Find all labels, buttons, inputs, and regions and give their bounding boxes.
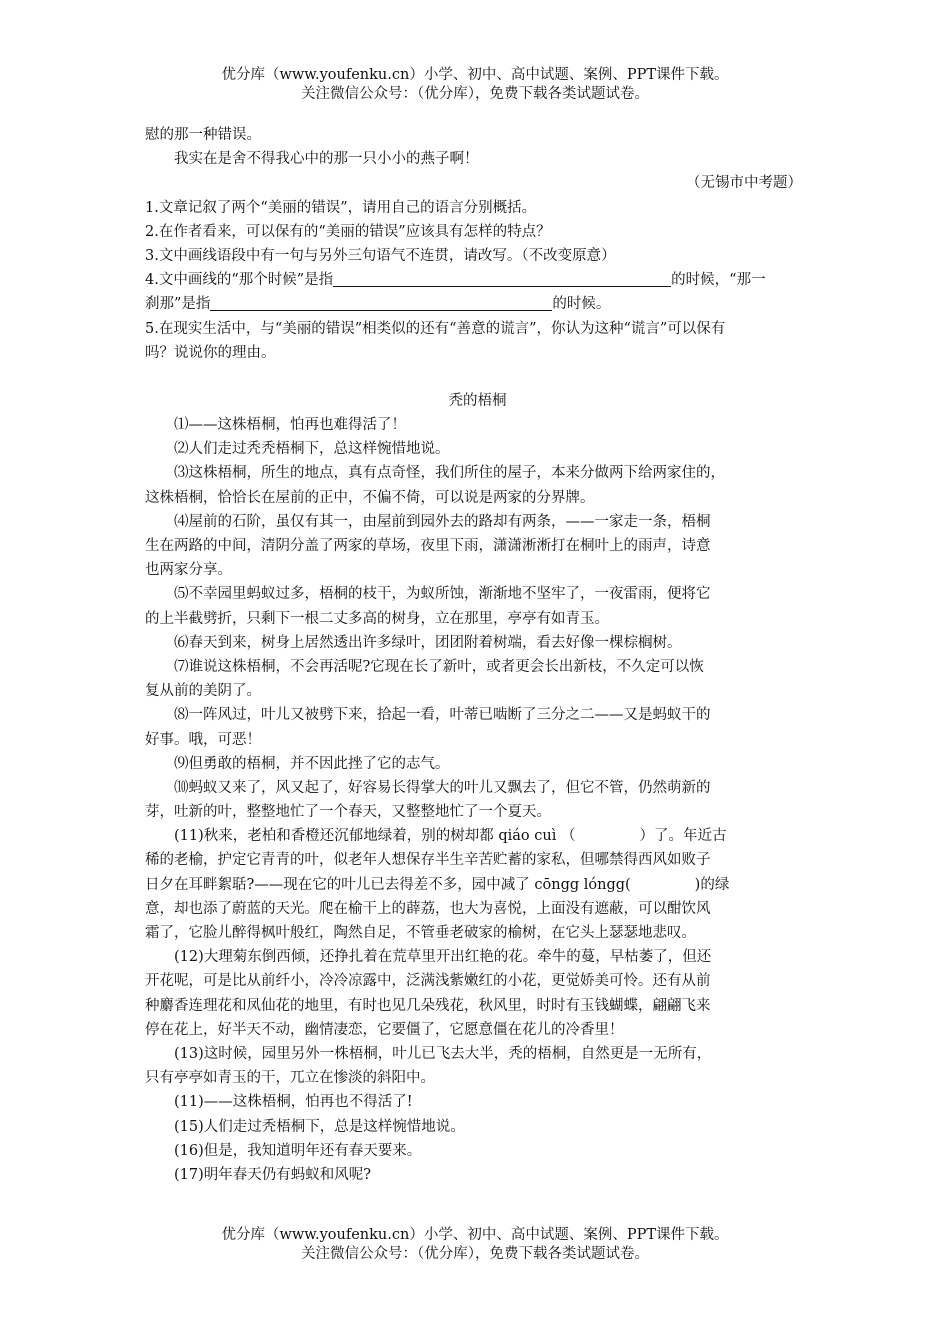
paragraph: ⑼但勇敢的梧桐，并不因此挫了它的志气。 <box>174 755 450 772</box>
paragraph: ⑽蚂蚁又来了，风又起了，好容易长得掌大的叶儿又飘去了，但它不管，仍然萌新的 <box>174 779 711 796</box>
passage-end-line: 我实在是舍不得我心中的那一只小小的燕子啊！ <box>174 151 479 168</box>
paragraph-cont: 的上半截劈折，只剩下一根二丈多高的树身，立在那里，亭亭有如青玉。 <box>145 610 609 627</box>
spacer <box>145 365 810 389</box>
paragraph-cont: 也两家分享。 <box>145 562 232 579</box>
document-body <box>145 123 810 1187</box>
paragraph-cont: 意，却也添了蔚蓝的天光。爬在榆干上的薜荔，也大为喜悦，上面没有遮蔽，可以酣饮风 <box>145 900 711 917</box>
paragraph: ⑵人们走过秃秃梧桐下，总这样惋惜地说。 <box>174 441 450 458</box>
paragraph-cont: 霜了，它脸儿醉得枫叶般红，陶然自足，不管垂老破家的榆树，在它头上瑟瑟地悲叹。 <box>145 925 696 941</box>
paragraph: (16)但是，我知道明年还有春天要来。 <box>174 1142 422 1159</box>
paragraph-cont: 这株梧桐，恰恰长在屋前的正中，不偏不倚，可以说是两家的分界牌。 <box>145 489 595 506</box>
question-4-text: 的时候。 <box>552 296 611 313</box>
paragraph-text: 日夕在耳畔絮聒?——现在它的叶儿已去得差不多，园中减了 cōngg lóngg( <box>145 876 631 893</box>
paragraph-cont: 稀的老榆，护定它青青的叶，似老年人想保存半生辛苦贮蓄的家私，但哪禁得西风如败子 <box>145 852 711 869</box>
paragraph: ⑷屋前的石阶，虽仅有其一，由屋前到园外去的路却有两条，——一家走一条，梧桐 <box>174 513 711 530</box>
paragraph-text: )的绿 <box>694 876 730 893</box>
question-4 <box>145 268 810 292</box>
question-4-cont <box>145 292 810 316</box>
paragraph-cont <box>145 873 810 897</box>
article-title: 秃的梧桐 <box>448 392 507 409</box>
paragraph: ⑴——这株梧桐，怕再也难得活了！ <box>174 417 406 434</box>
answer-blank <box>333 270 671 287</box>
paragraph: ⑸不幸园里蚂蚁过多，梧桐的枝干，为蚁所蚀，渐渐地不坚牢了，一夜雷雨，便将它 <box>174 586 711 603</box>
answer-blank <box>210 294 552 311</box>
page-header <box>0 66 950 104</box>
paragraph-text: (11)秋来，老柏和香橙还沉郁地绿着，别的树却都 qiáo cuì （ <box>174 828 576 845</box>
paragraph: (15)人们走过秃梧桐下，总是这样惋惜地说。 <box>174 1118 465 1135</box>
question-4-text: 4.文中画线的“那个时候”是指 <box>145 272 334 289</box>
footer-line-1: 优分库（www.youfenku.cn）小学、初中、高中试题、案例、PPT课件下载。 <box>221 1227 729 1243</box>
paragraph: ⑶这株梧桐，所生的地点，真有点奇怪，我们所住的屋子，本来分做两下给两家住的， <box>174 465 725 482</box>
paragraph-cont: 停在花上，好半天不动，幽情凄恋，它要僵了，它愿意僵在花儿的冷香里！ <box>145 1021 624 1038</box>
question-5-cont: 吗？说说你的理由。 <box>145 344 276 361</box>
paragraph-cont: 复从前的美阴了。 <box>145 683 261 700</box>
passage-end-line: 慰的那一种错误。 <box>145 127 261 143</box>
paragraph: ⑻一阵风过，叶儿又被劈下来，拾起一看，叶蒂已啮断了三分之二——又是蚂蚁干的 <box>174 707 711 724</box>
header-line-1: 优分库（www.youfenku.cn）小学、初中、高中试题、案例、PPT课件下载。 <box>221 67 729 83</box>
paragraph: (13)这时候，园里另外一株梧桐，叶儿已飞去大半，秃的梧桐，自然更是一无所有， <box>174 1045 712 1062</box>
question-2: 2.在作者看来，可以保有的“美丽的错误”应该具有怎样的特点？ <box>145 223 551 240</box>
paragraph-cont: 生在两路的中间，清阴分盖了两家的草场，夜里下雨，潇潇淅淅打在桐叶上的雨声，诗意 <box>145 538 711 554</box>
paragraph-cont: 种麝香连理花和凤仙花的地里，有时也见几朵残花，秋风里，时时有玉钱蝴蝶，翩翩飞来 <box>145 997 711 1014</box>
paragraph-cont: 芽，吐新的叶，整整地忙了一个春天，又整整地忙了一个夏天。 <box>145 804 551 821</box>
question-1: 1.文章记叙了两个“美丽的错误”，请用自己的语言分别概括。 <box>145 199 537 216</box>
paragraph: ⑹春天到来，树身上居然透出许多绿叶，团团附着树端，看去好像一棵棕榈树。 <box>174 634 682 651</box>
source-note: （无锡市中考题） <box>686 175 802 192</box>
question-3: 3.文中画线语段中有一句与另外三句语气不连贯，请改写。（不改变原意） <box>145 247 616 264</box>
paragraph: (17)明年春天仍有蚂蚁和风呢? <box>174 1166 372 1183</box>
question-4-text: 刹那”是指 <box>145 296 211 313</box>
header-line-2: 关注微信公众号：（优分库），免费下载各类试题试卷。 <box>301 86 649 102</box>
paragraph: (12)大理菊东倒西倾，还挣扎着在荒草里开出红艳的花。牵牛的蔓，早枯萎了，但还 <box>174 949 712 966</box>
paragraph-cont: 开花呢，可是比从前纤小，冷冷凉露中，泛满浅紫嫩红的小花，更觉娇美可怜。还有从前 <box>145 973 711 990</box>
question-5: 5.在现实生活中，与“美丽的错误”相类似的还有“善意的谎言”，你认为这种“谎言”可以保有 <box>145 320 726 337</box>
question-4-text: 的时候，“那一 <box>671 272 766 289</box>
footer-line-2: 关注微信公众号：（优分库），免费下载各类试题试卷。 <box>301 1246 649 1262</box>
paragraph-text: ）了。年近古 <box>639 828 727 845</box>
paragraph-cont: 只有亭亭如青玉的干，兀立在惨淡的斜阳中。 <box>145 1070 435 1087</box>
paragraph-cont: 好事。哦，可恶！ <box>145 731 261 748</box>
paragraph: ⑺谁说这株梧桐，不会再活呢?它现在长了新叶，或者更会长出新枝，不久定可以恢 <box>174 658 704 675</box>
page-footer <box>0 1226 950 1264</box>
paragraph: (11)——这株梧桐，怕再也不得活了! <box>174 1094 413 1111</box>
paragraph <box>145 824 810 848</box>
